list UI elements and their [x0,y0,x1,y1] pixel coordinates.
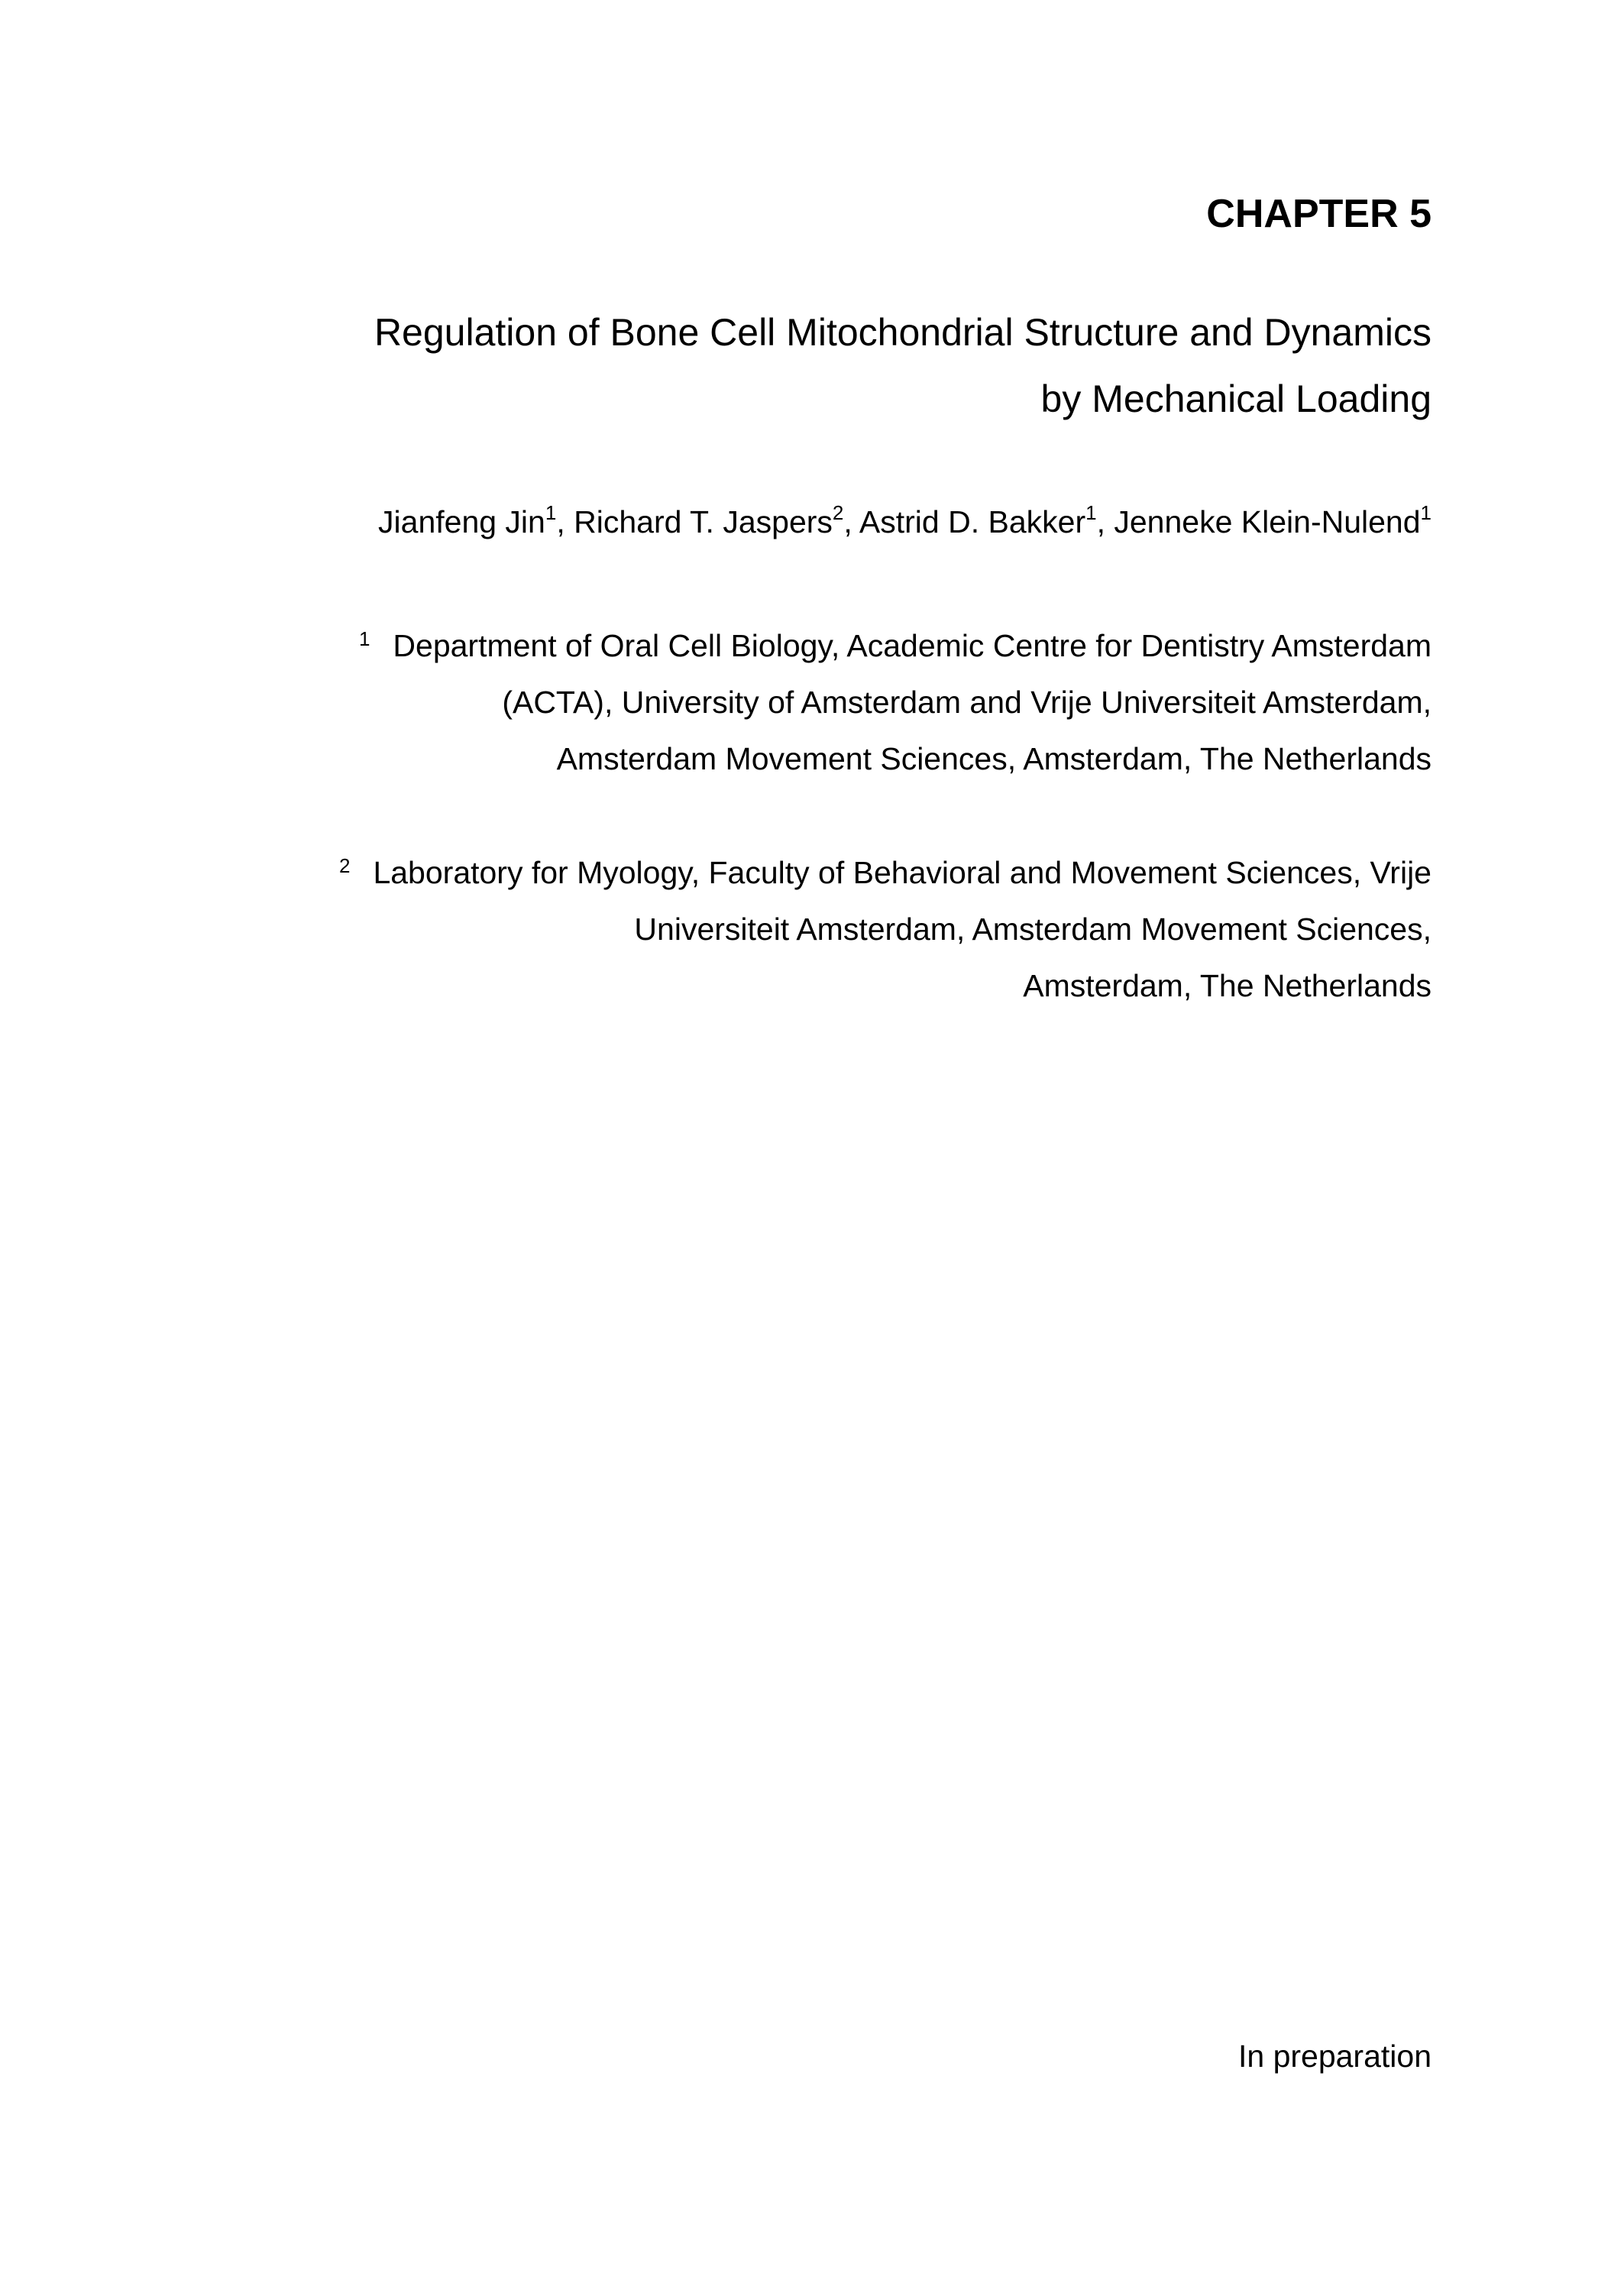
author-affiliation-mark: 2 [832,501,844,525]
affiliation-number: 2 [338,854,351,877]
affiliation-line [359,610,1432,674]
affiliation-line: Amsterdam Movement Sciences, Amsterdam, The Netherlands [556,741,1432,776]
author-name: Jenneke Klein-Nulend [1114,504,1421,539]
affiliation-2 [339,837,1432,1014]
affiliation-line: Amsterdam, The Netherlands [1023,968,1432,1003]
affiliation-text: Department of Oral Cell Biology, Academic Centre for Dentistry Amsterdam [393,628,1432,663]
affiliation-line: (ACTA), University of Amsterdam and Vrije Universiteit Amsterdam, [502,685,1432,720]
author-affiliation-mark: 1 [1420,501,1432,525]
publication-status: In preparation [1237,2039,1432,2074]
affiliation-number: 1 [358,627,370,650]
chapter-title [374,300,1432,432]
chapter-title-line: by Mechanical Loading [1040,377,1432,420]
author-name: Richard T. Jaspers [574,504,833,539]
author-name: Astrid D. Bakker [859,504,1086,539]
affiliation-1 [359,610,1432,787]
author-affiliation-mark: 1 [545,501,557,525]
affiliation-text: Laboratory for Myology, Faculty of Behavioral and Movement Sciences, Vrije [373,855,1432,890]
author-separator: , [843,504,859,539]
author-separator: , [1096,504,1114,539]
affiliation-line: Universiteit Amsterdam, Amsterdam Movement Sciences, [634,912,1432,947]
affiliation-line [339,837,1432,901]
author-affiliation-mark: 1 [1085,501,1097,525]
chapter-heading: CHAPTER 5 [1206,192,1432,236]
author-list [378,500,1432,543]
author-name: Jianfeng Jin [378,504,545,539]
chapter-title-line: Regulation of Bone Cell Mitochondrial Structure and Dynamics [374,311,1432,354]
author-separator: , [556,504,574,539]
